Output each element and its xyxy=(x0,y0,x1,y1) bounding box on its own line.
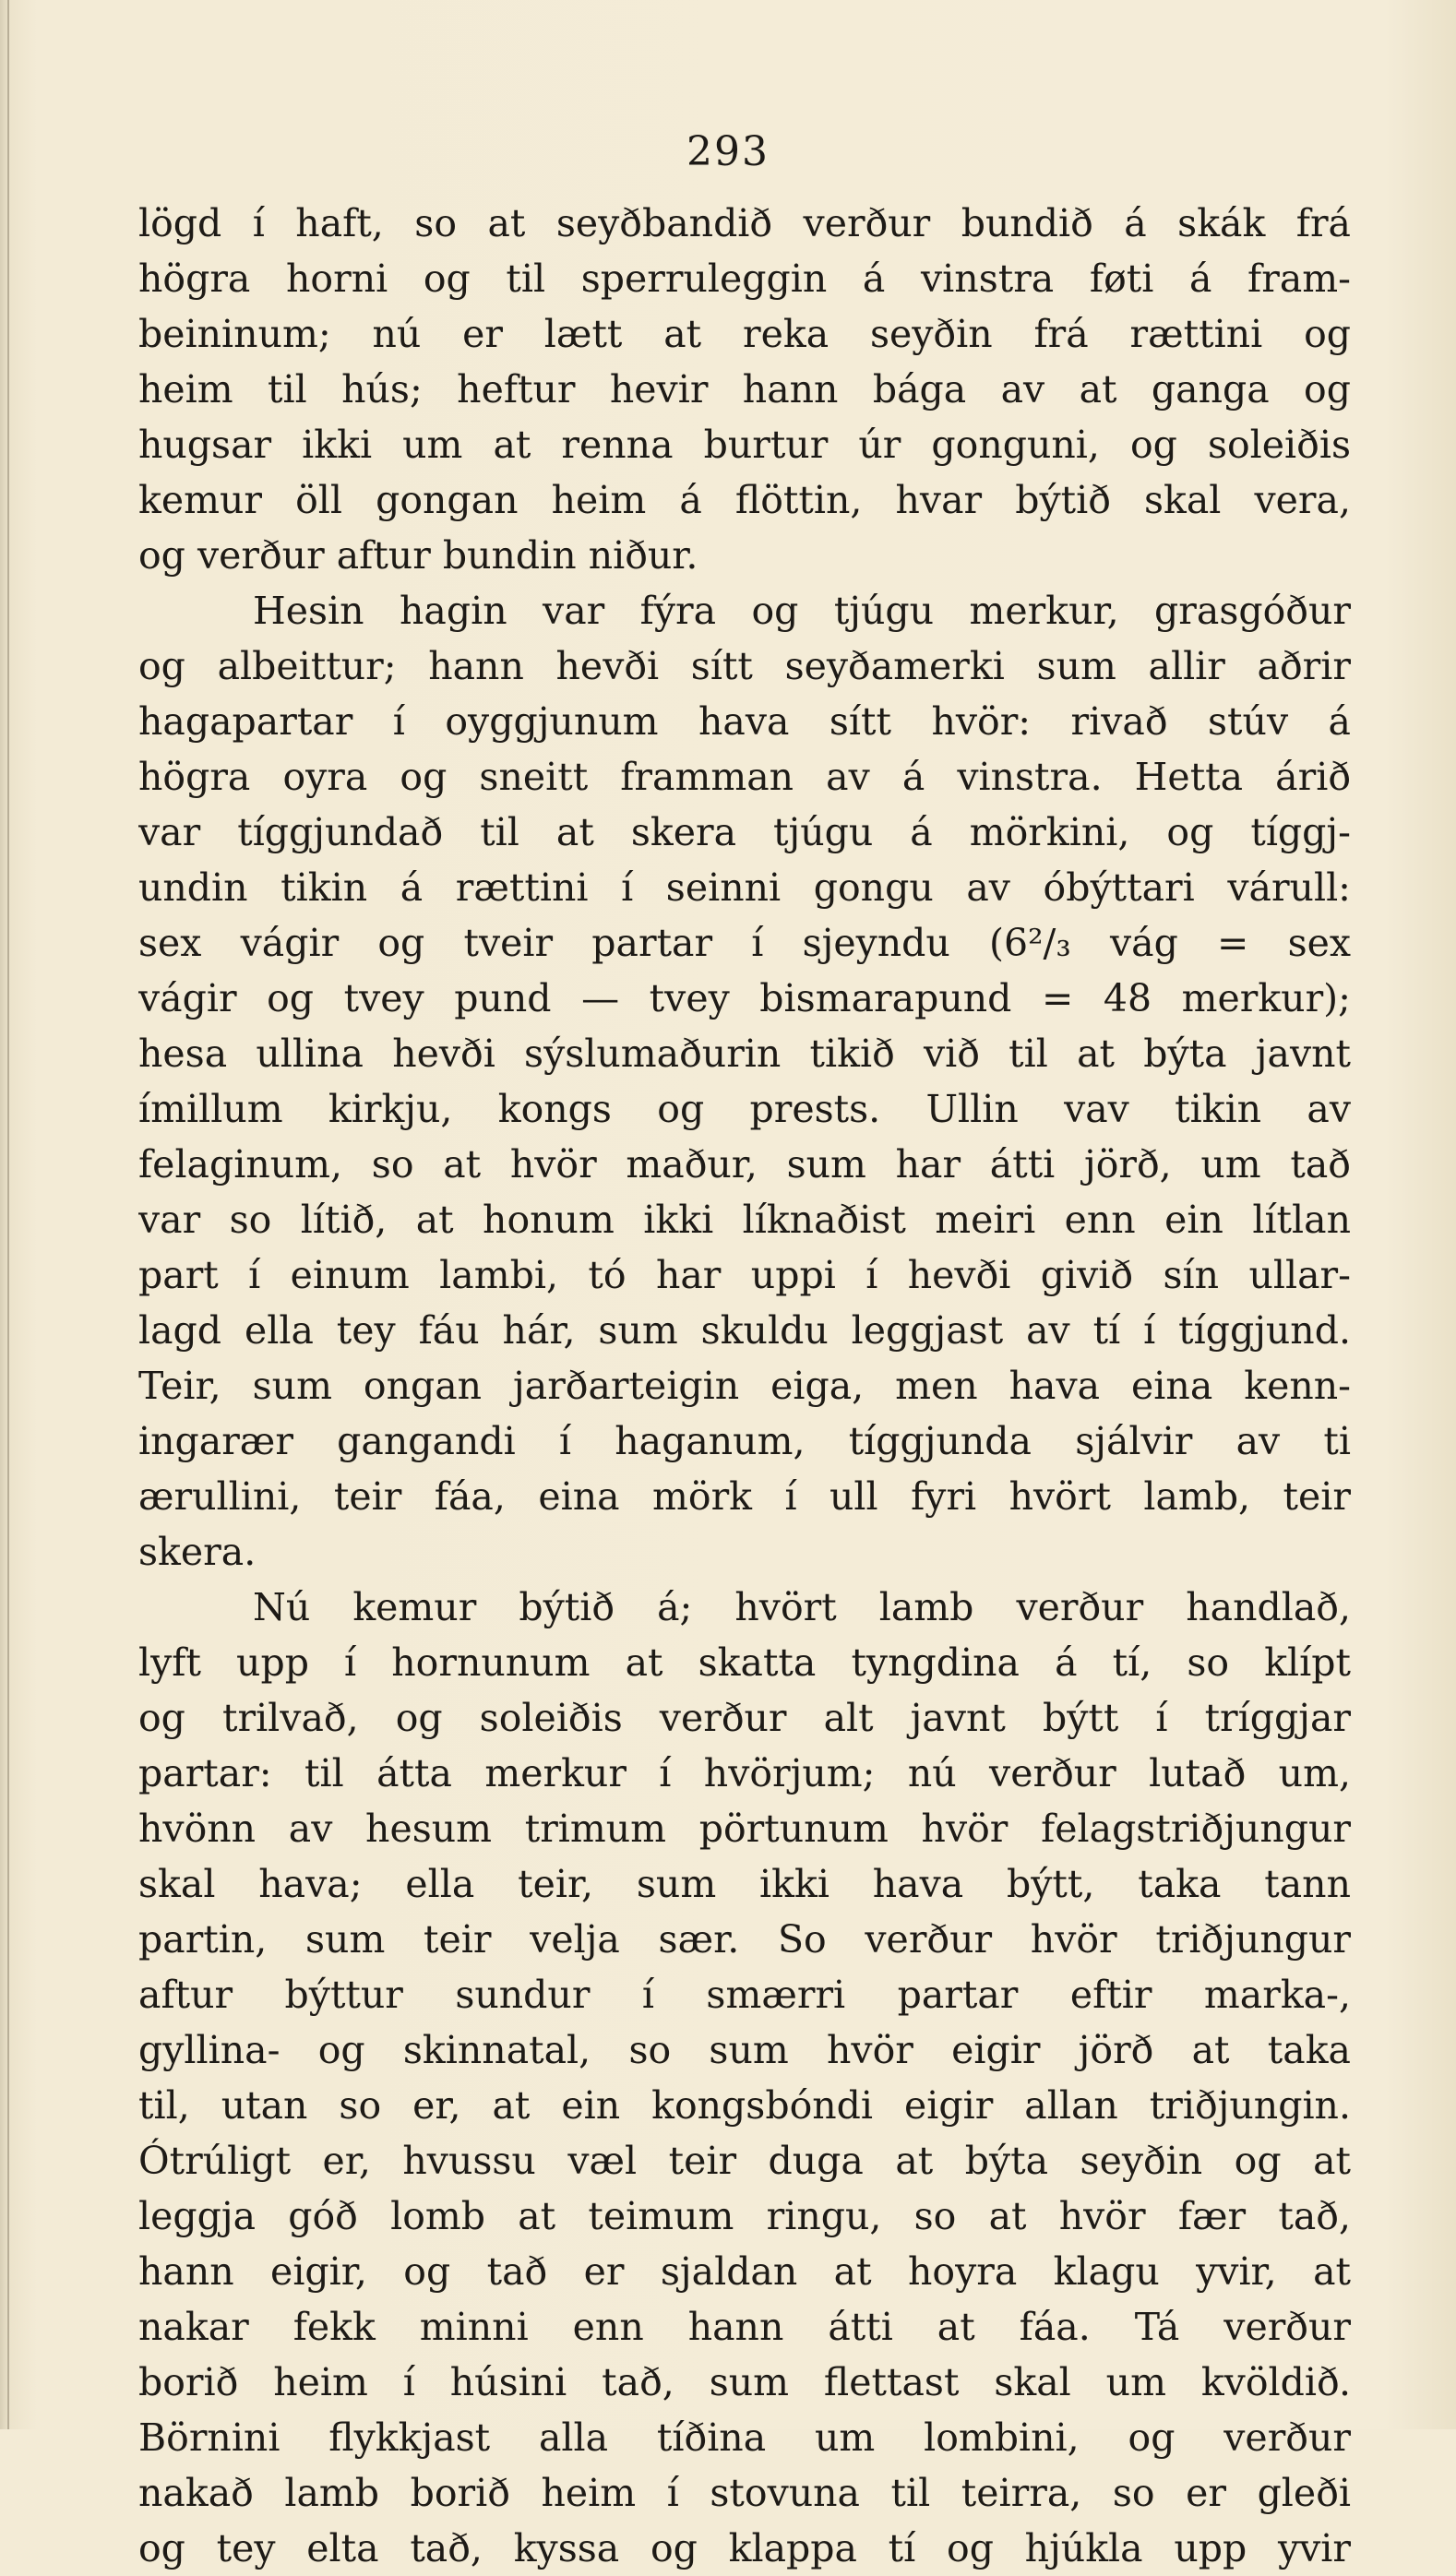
text-line: nakar fekk minni enn hann átti at fáa. Tá verður xyxy=(138,2305,1351,2349)
text-line: högra oyra og sneitt framman av á vinstra. Hetta árið xyxy=(138,755,1351,799)
text-line: gyllina- og skinnatal, so sum hvör eigir jörð at taka xyxy=(138,2028,1351,2072)
text-line: beininum; nú er lætt at reka seyðin frá rættini og xyxy=(138,312,1351,356)
text-line: part í einum lambi, tó har uppi í hevði givið sín ullar- xyxy=(138,1253,1351,1297)
text-line: nakað lamb borið heim í stovuna til teirra, so er gleði xyxy=(138,2471,1351,2515)
page-gutter-edge xyxy=(7,0,9,2429)
text-line: og trilvað, og soleiðis verður alt javnt býtt í tríggjar xyxy=(138,1696,1351,1740)
text-line: vágir og tvey pund — tvey bismarapund = 48 merkur); xyxy=(138,976,1351,1020)
text-line: var so lítið, at honum ikki líknaðist meiri enn ein lítlan xyxy=(138,1198,1351,1242)
text-line: Hesin hagin var fýra og tjúgu merkur, grasgóður xyxy=(253,589,1351,633)
text-line: skal hava; ella teir, sum ikki hava býtt, taka tann xyxy=(138,1862,1351,1906)
text-line: heim til hús; heftur hevir hann bága av at ganga og xyxy=(138,367,1351,411)
text-line: undin tikin á rættini í seinni gongu av óbýttari várull: xyxy=(138,865,1351,910)
text-line: hesa ullina hevði sýslumaðurin tikið við til at býta javnt xyxy=(138,1032,1351,1076)
text-line: hugsar ikki um at renna burtur úr gonguni, og soleiðis xyxy=(138,423,1351,467)
text-line: ímillum kirkju, kongs og prests. Ullin vav tikin av xyxy=(138,1087,1351,1131)
text-line: og tey elta tað, kyssa og klappa tí og hjúkla upp yvir xyxy=(138,2526,1351,2570)
text-line: leggja góð lomb at teimum ringu, so at hvör fær tað, xyxy=(138,2194,1351,2238)
text-line: lyft upp í hornunum at skatta tyngdina á tí, so klípt xyxy=(138,1640,1351,1685)
text-line: kemur öll gongan heim á flöttin, hvar býtið skal vera, xyxy=(138,478,1351,522)
text-line: ærullini, teir fáa, eina mörk í ull fyri hvört lamb, teir xyxy=(138,1474,1351,1519)
text-line: til, utan so er, at ein kongsbóndi eigir allan triðjungin. xyxy=(138,2083,1351,2128)
text-line: aftur býttur sundur í smærri partar eftir marka-, xyxy=(138,1973,1351,2017)
text-line: partar: til átta merkur í hvörjum; nú verður lutað um, xyxy=(138,1751,1351,1795)
text-line: ingarær gangandi í haganum, tíggjunda sjálvir av ti xyxy=(138,1419,1351,1463)
text-line: högra horni og til sperruleggin á vinstra føti á fram- xyxy=(138,256,1351,301)
text-line: skera. xyxy=(138,1530,257,1574)
text-line: felaginum, so at hvör maður, sum har átti jörð, um tað xyxy=(138,1142,1351,1187)
text-line: var tíggjundað til at skera tjúgu á mörkini, og tíggj- xyxy=(138,810,1351,854)
text-line: borið heim í húsini tað, sum flettast skal um kvöldið. xyxy=(138,2360,1351,2404)
text-line: partin, sum teir velja sær. So verður hvör triðjungur xyxy=(138,1917,1351,1962)
text-line: Börnini flykkjast alla tíðina um lombini, og verður xyxy=(138,2415,1351,2460)
page-number: 293 xyxy=(686,128,770,175)
text-line: sex vágir og tveir partar í sjeyndu (6²/₃ vág = sex xyxy=(138,921,1351,965)
text-line: lögd í haft, so at seyðbandið verður bundið á skák frá xyxy=(138,201,1351,245)
text-line: hann eigir, og tað er sjaldan at hoyra klagu yvir, at xyxy=(138,2249,1351,2294)
text-line: hvönn av hesum trimum pörtunum hvör felagstriðjungur xyxy=(138,1807,1351,1851)
text-line: og albeittur; hann hevði sítt seyðamerki sum allir aðrir xyxy=(138,644,1351,688)
text-line: hagapartar í oyggjunum hava sítt hvör: rivað stúv á xyxy=(138,699,1351,744)
text-line: Ótrúligt er, hvussu væl teir duga at býta seyðin og at xyxy=(138,2139,1351,2183)
text-line: Nú kemur býtið á; hvört lamb verður handlað, xyxy=(253,1585,1351,1629)
text-line: Teir, sum ongan jarðarteigin eiga, men hava eina kenn- xyxy=(138,1364,1351,1408)
text-line: og verður aftur bundin niður. xyxy=(138,533,698,578)
text-line: lagd ella tey fáu hár, sum skuldu leggjast av tí í tíggjund. xyxy=(138,1308,1351,1353)
body-text xyxy=(138,196,1351,2576)
